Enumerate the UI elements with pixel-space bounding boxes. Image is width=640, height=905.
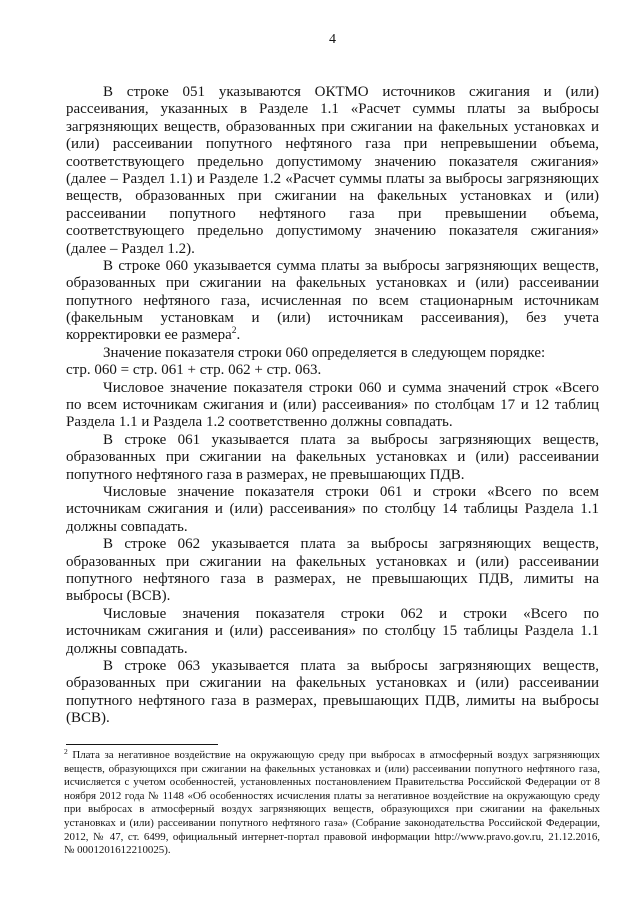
paragraph-row-062: [66, 536, 599, 606]
footnote-line: установках и (или) рассеивании попутного нефтяного газа» (Собрание законодательства Российской Федерации,: [64, 816, 600, 829]
footnote-marker: 2: [64, 747, 68, 756]
footnote: [64, 749, 600, 858]
footnote-text: Плата за негативное воздействие на окружающую среду при выбросах в атмосферный воздух загрязняющих: [72, 749, 600, 761]
text-line: по всем источникам сжигания и (или) рассеивания» по столбцам 17 и 12 таблиц: [66, 397, 599, 414]
page-number: 4: [329, 32, 336, 47]
text-line: [66, 327, 599, 344]
footnote-line: ноября 2012 года № 1148 «Об особенностях исчисления платы за негативное воздействие на окружающую среду: [64, 789, 600, 802]
text-line: соответствующего предельно допустимому значению показателя сжигания»: [66, 153, 599, 170]
text-fragment: .: [236, 327, 241, 344]
text-line: (ВСВ).: [66, 710, 110, 727]
text-line: попутного нефтяного газа в размерах, не превышающих ПДВ.: [66, 466, 465, 483]
text-line: рассеивании попутного нефтяного газа при превышении объема,: [66, 205, 599, 222]
text-line: Раздела 1.1 и Раздела 1.2 соответственно должны совпадать.: [66, 414, 453, 431]
footnote-line: [64, 749, 600, 763]
text-line: Числовое значение показателя строки 060 и сумма значений строк «Всего: [103, 379, 599, 396]
text-line: образованных при сжигании на факельных установках и (или) рассеивании: [66, 553, 599, 570]
text-line: должны совпадать.: [66, 518, 188, 535]
paragraph-row-060: [66, 258, 599, 345]
footnote-line: при выбросах в атмосферный воздух загрязняющих веществ, образующихся при сжигании на факельных: [64, 803, 600, 816]
text-line: рассеивания, указанных в Разделе 1.1 «Расчет суммы платы за выбросы: [66, 101, 599, 118]
text-line: загрязняющих веществ, образованных при сжигании на факельных установках и: [66, 118, 599, 135]
main-text: [66, 84, 599, 727]
footnote-line: исчисляется с учетом особенностей, установленных постановлением Правительства Российской Федерации от 8: [64, 776, 600, 789]
text-line: Значение показателя строки 060 определяется в следующем порядке:: [103, 344, 546, 361]
footnote-line: веществ, образующихся при сжигании на факельных установках и (или) рассеивании попутного нефтяного газа,: [64, 762, 600, 775]
paragraph-row-060-check: [66, 380, 599, 432]
paragraph-row-061-check: [66, 484, 599, 536]
formula-line: стр. 060 = стр. 061 + стр. 062 + стр. 063.: [66, 362, 322, 379]
paragraph-row-060-order: [66, 345, 599, 362]
text-line: образованных при сжигании на факельных установках и (или) рассеивании: [66, 675, 599, 692]
text-line: образованных при сжигании на факельных установках и (или) рассеивании: [66, 449, 599, 466]
footnote-line: 2012, № 47, ст. 6499, официальный интернет-портал правовой информации http://www.pravo.gov.ru, 21.12.2016,: [64, 830, 600, 843]
text-line: (или) рассеивании попутного нефтяного газа при непревышении объема,: [66, 136, 599, 153]
text-line: Числовые значения показателя строки 062 и строки «Всего по: [103, 605, 599, 622]
text-line: попутного нефтяного газа в размерах, не превышающих ПДВ, лимиты на: [66, 570, 599, 587]
paragraph-row-062-check: [66, 606, 599, 658]
text-line: попутного нефтяного газа в размерах, превышающих ПДВ, лимиты на выбросы: [66, 692, 599, 709]
text-fragment: корректировки ее размера: [66, 327, 232, 344]
text-line: веществ, образованных при сжигании на факельных установках и (или): [66, 188, 599, 205]
text-line: образованных при сжигании на факельных установках и (или) рассеивании: [66, 275, 599, 292]
paragraph-row-061: [66, 432, 599, 484]
text-line: выбросы (ВСВ).: [66, 588, 171, 605]
paragraph-row-051: [66, 84, 599, 258]
text-line: Числовые значение показателя строки 061 и строки «Всего по всем: [103, 483, 599, 500]
text-line: попутного нефтяного газа, исчисленная по всем стационарным источникам: [66, 292, 599, 309]
footnote-reference: 2: [231, 326, 237, 337]
text-line: В строке 062 указывается плата за выбросы загрязняющих веществ,: [103, 536, 599, 553]
paragraph-row-063: [66, 658, 599, 728]
text-line: (далее – Раздел 1.2).: [66, 240, 195, 257]
text-line: соответствующего предельно допустимому значению показателя сжигания»: [66, 223, 599, 240]
text-line: В строке 061 указывается плата за выбросы загрязняющих веществ,: [103, 431, 599, 448]
text-line: В строке 051 указываются ОКТМО источников сжигания и (или): [103, 84, 599, 100]
text-line: В строке 063 указывается плата за выбросы загрязняющих веществ,: [103, 657, 599, 674]
text-line: В строке 060 указывается сумма платы за выбросы загрязняющих веществ,: [103, 257, 599, 274]
footnote-separator: [66, 744, 218, 745]
text-line: (далее – Раздел 1.1) и Разделе 1.2 «Расчет суммы платы за выбросы загрязняющих: [66, 170, 599, 187]
text-line: источникам сжигания и (или) рассеивания» по столбцу 15 таблицы Раздела 1.1: [66, 623, 599, 640]
footnote-line: № 0001201612210025).: [64, 844, 171, 857]
formula-row-060: [66, 362, 599, 379]
text-line: (факельным установкам и (или) источникам рассеивания), без учета: [66, 310, 599, 327]
text-line: источникам сжигания и (или) рассеивания» по столбцу 14 таблицы Раздела 1.1: [66, 501, 599, 518]
text-line: должны совпадать.: [66, 640, 188, 657]
